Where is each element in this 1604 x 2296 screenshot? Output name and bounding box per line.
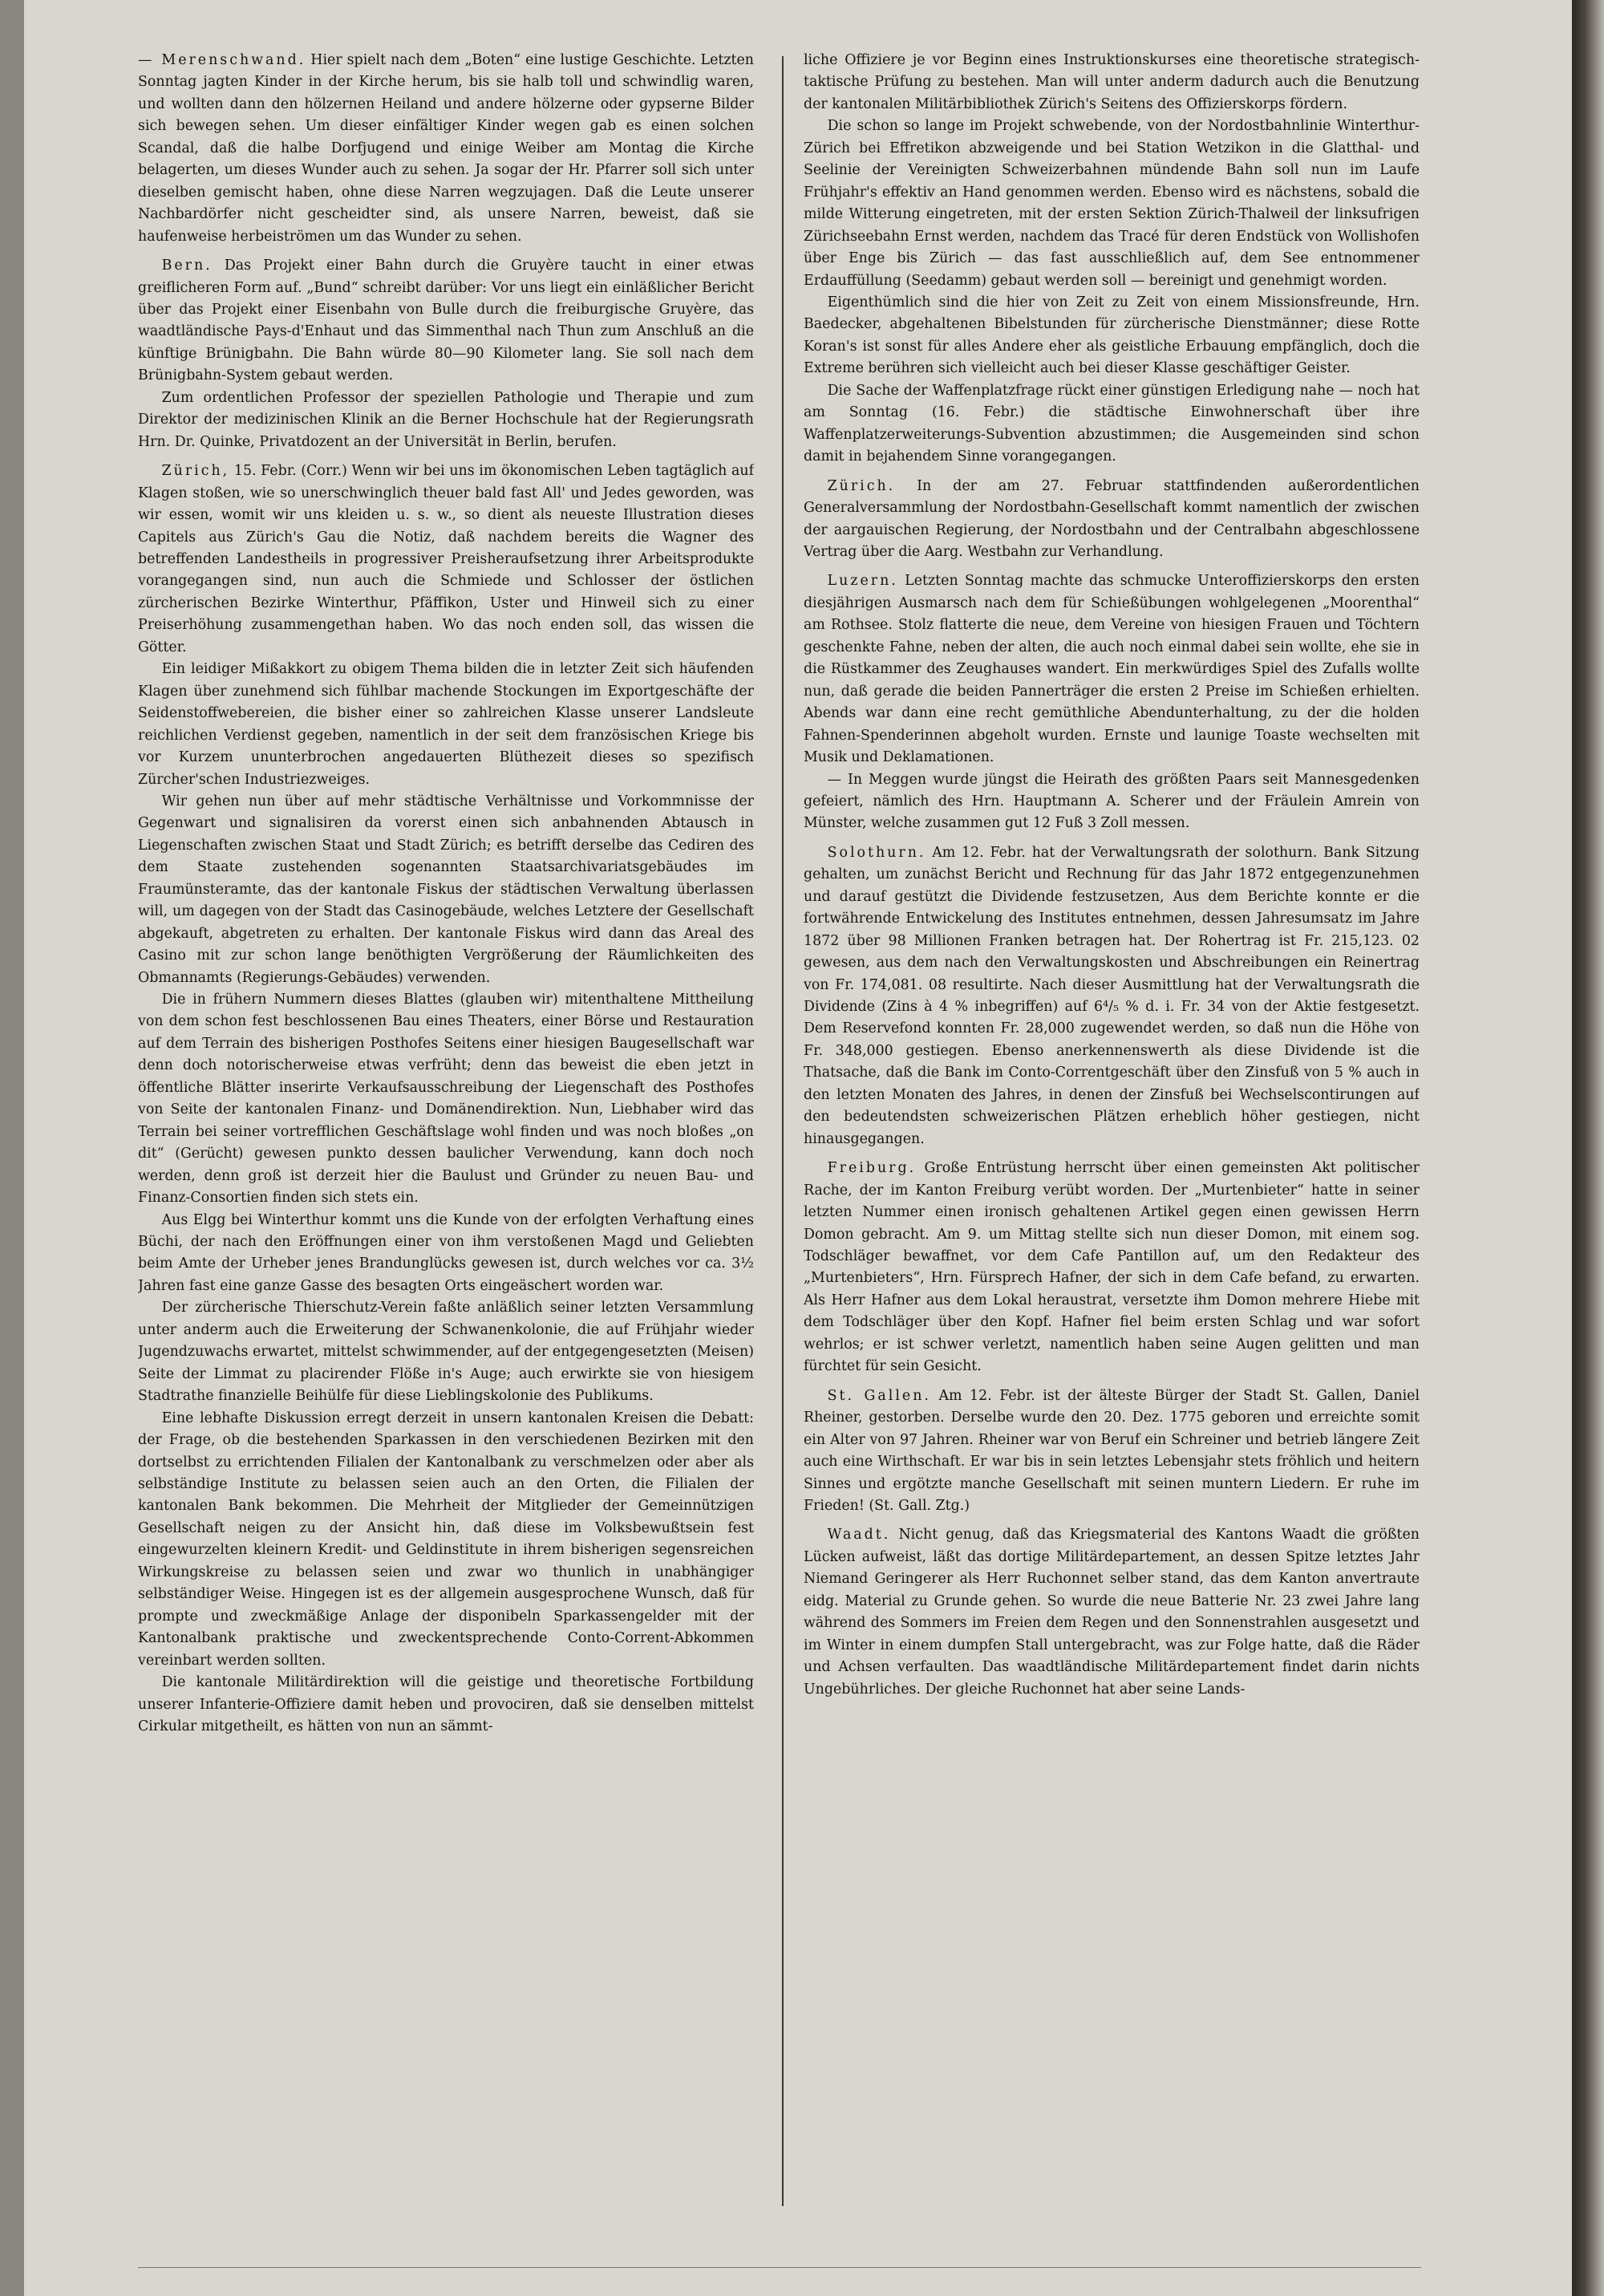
article-merenschwand	[138, 50, 754, 248]
article-lead: Freiburg.	[827, 1160, 917, 1177]
article-solothurn	[804, 842, 1420, 1150]
paragraph: Eigenthümlich sind die hier von Zeit zu Zeit von einem Missionsfreunde, Hrn. Baedecker, abgehaltenen Bibelstunden für zürcherische Dienstmänner; diese Rotte Koran's ist sonst für alles Andere eher als geistliche Erbauung empfänglich, doch die Extreme berühren sich vielleicht auch bei dieser Klasse geschäftiger Geister.	[804, 294, 1420, 377]
paragraph: Der zürcherische Thierschutz-Verein faßte anläßlich seiner letzten Versammlung unter anderm auch die Erweiterung der Schwanenkolonie, die auf Frühjahr wieder Jugendzuwachs erwartet, mittelst schwimmender, auf der entgegengesetzten (Meisen) Seite der Limmat zu placirender Flöße in's Auge; auch erwirkte sie von hiesigem Stadtrathe finanzielle Beihülfe für diese Lieblingskolonie des Publikums.	[138, 1300, 754, 1405]
paragraph: Eine lebhafte Diskussion erregt derzeit in unsern kantonalen Kreisen die Debatt: der Frage, ob die bestehenden Sparkassen in den verschiedenen Bezirken mit den dortselbst zu errichtenden Filialen der Kantonalbank zu verschmelzen oder aber als selbständige Institute zu belassen seien auch an den Orten, die Filialen der kantonalen Bank bekommen. Die Mehrheit der Mitglieder der Gemeinnützigen Gesellschaft neigen zu der Ansicht hin, daß diese im Volksbewußtsein fest eingewurzelten kleinern Kredit- und Geldinstitute in ihrem bisherigen segensreichen Wirkungskreise zu belassen seien und zwar wo thunlich in unabhängiger selbständiger Weise. Hingegen ist es der allgemein ausgesprochene Wunsch, daß für prompte und zweckmäßige Anlage der disponibeln Sparkassengelder mit der Kantonalbank praktische und zweckentsprechende Conto-Corrent-Abkommen vereinbart werden sollten.	[138, 1410, 754, 1669]
left-column	[138, 50, 754, 2264]
paragraph: — In Meggen wurde jüngst die Heirath des größten Paars seit Mannesgedenken gefeiert, nämlich des Hrn. Hauptmann A. Scherer und der Fräulein Amrein von Münster, welche zusammen gut 12 Fuß 3 Zoll messen.	[804, 771, 1420, 832]
paragraph: Die kantonale Militärdirektion will die geistige und theoretische Fortbildung unserer Infanterie-Offiziere damit heben und provociren, daß sie denselben mittelst Cirkular mitgetheilt, es hätten von nun an sämmt-	[138, 1674, 754, 1734]
paragraph: Die in frühern Nummern dieses Blattes (glauben wir) mitenthaltene Mittheilung von dem schon fest beschlossenen Bau eines Theaters, einer Börse und Restauration auf dem Terrain des bisherigen Posthofes Seitens einer hiesigen Baugesellschaft war denn doch notorischerweise etwas verfrüht; denn das beweist die eben jetzt in öffentliche Blätter inserirte Verkaufsausschreibung der Liegenschaft des Posthofes von Seite der kantonalen Finanz- und Domänendirektion. Nun, Liebhaber wird das Terrain bei seiner vortrefflichen Geschäftslage wohl finden und was noch bloßes „on dit“ (Gerücht) gewesen punkto dessen baulicher Verwendung, kann doch noch werden, denn groß ist derzeit hier die Baulust und Gründer zu neuen Bau- und Finanz-Consortien finden sich stets ein.	[138, 992, 754, 1207]
article-luzern	[804, 570, 1420, 769]
article-text: In der am 27. Februar stattfindenden außerordentlichen Generalversammlung der Nordostbahn-Gesellschaft kommt namentlich der zwischen der aargauischen Regierung, der Nordostbahn und der Centralbahn abgeschlossene Vertrag über die Aarg. Westbahn zur Verhandlung.	[804, 477, 1420, 560]
paragraph: Aus Elgg bei Winterthur kommt uns die Kunde von der erfolgten Verhaftung eines Büchi, der nach den Eröffnungen einer von ihm verstoßenen Magd und Geliebten beim Amte der Urheber jenes Brandunglücks gewesen ist, durch welches vor ca. 3½ Jahren fast eine ganze Gasse des besagten Orts eingeäschert worden war.	[138, 1211, 754, 1294]
paragraph: Ein leidiger Mißakkort zu obigem Thema bilden die in letzter Zeit sich häufenden Klagen über zunehmend sich fühlbar machende Stockungen im Exportgeschäfte der Seidenstoffwebereien, die bisher einer so zahlreichen Klasse unserer Landsleute reichlichen Verdienst gegeben, namentlich in der seit dem französischen Kriege bis vor Kurzem ununterbrochen angedauerten Blüthezeit dieses so spezifisch Zürcher'schen Industriezweiges.	[138, 661, 754, 788]
bottom-rule	[138, 2267, 1421, 2268]
paragraph: Die Sache der Waffenplatzfrage rückt einer günstigen Erledigung nahe — noch hat am Sonntag (16. Febr.) die städtische Einwohnerschaft über ihre Waffenplatzerweiterungs-Subvention abzustimmen; die Ausgemeinden sind schon damit in bejahendem Sinne vorangegangen.	[804, 382, 1420, 465]
column-divider	[782, 56, 784, 2206]
article-text: Nicht genug, daß das Kriegsmaterial des Kantons Waadt die größten Lücken aufweist, läßt das dortige Militärdepartement, an dessen Spitze letztes Jahr Niemand Geringerer als Herr Ruchonnet selber stand, das dem Kanton anvertraute eidg. Material zu Grunde gehen. So wurde die neue Batterie Nr. 23 zwei Jahre lang während des Sommers im Freien dem Regen und den Sonnenstrahlen ausgesetzt und im Winter in einem dumpfen Stall untergebracht, was zur Folge hatte, daß die Räder und Achsen verfaulten. Das waadtländische Militärdepartement findet darin nichts Ungebührliches. Der gleiche Ruchonnet hat aber seine Lands-	[804, 1527, 1420, 1698]
paragraph: liche Offiziere je vor Beginn eines Instruktionskurses eine theoretische strategisch-taktische Prüfung zu bestehen. Man will unter anderm dadurch auch die Benutzung der kantonalen Militärbibliothek Zürich's Seitens des Offizierskorps fördern.	[804, 52, 1420, 112]
paragraph: Wir gehen nun über auf mehr städtische Verhältnisse und Vorkommnisse der Gegenwart und signalisiren da vorerst einen sich anbahnenden Abtausch in Liegenschaften zwischen Staat und Stadt Zürich; es betrifft derselbe das Cediren des dem Staate zustehenden sogenannten Staatsarchivariatsgebäudes im Fraumünsteramte, das der kantonale Fiskus der städtischen Verwaltung überlassen will, um dagegen von der Stadt das Casinogebäude, welches Letztere der Gesellschaft abgekauft, abgetreten zu erhalten. Der kantonale Fiskus wird dann das Areal des Casino mit zur schon lange benöthigten Vergrößerung der Räumlichkeiten des Obmannamts (Regierungs-Gebäudes) verwenden.	[138, 793, 754, 986]
article-waadt	[804, 1524, 1420, 1701]
right-column	[804, 50, 1420, 2264]
article-lead: St. Gallen.	[827, 1387, 931, 1404]
article-lead: Solothurn.	[827, 844, 926, 861]
article-text: Hier spielt nach dem „Boten“ eine lustige Geschichte. Letzten Sonntag jagten Kinder in der Kirche herum, bis sie halb toll und schwindlig waren, und wollten dann den hölzernen Heiland und andere hölzerne oder gypserne Bilder sich bewegen sehen. Um dieser einfältiger Kinder wegen gab es einen solchen Scandal, daß die halbe Dorfjugend und einige Weiber am Montag die Kirche belagerten, um dieses Wunder auch zu sehen. Ja sogar der Hr. Pfarrer soll sich unter dieselben gemischt haben, ohne diese Narren wegzujagen. Daß die Leute unserer Nachbardörfer nicht gescheidter sind, als unsere Narren, beweist, daß sie haufenweise herbeiströmen um das Wunder zu sehen.	[138, 52, 754, 245]
article-lead: Zürich.	[827, 477, 896, 494]
article-text: Das Projekt einer Bahn durch die Gruyère taucht in einer etwas greiflicheren Form auf. „Bund“ schreibt darüber: Vor uns liegt ein einläßlicher Bericht über das Projekt einer Eisenbahn von Bulle durch die freiburgische Gruyère, das waadtländische Pays-d'Enhaut und das Simmenthal nach Thun zum Anschluß an die künftige Brünigbahn. Die Bahn würde 80—90 Kilometer lang. Sie soll nach dem Brünigbahn-System gebaut werden.	[138, 258, 754, 384]
page-edge-shadow	[1572, 0, 1604, 2296]
article-lead: — Merenschwand.	[138, 52, 306, 68]
article-zuerich	[138, 460, 754, 659]
article-lead: Zürich,	[161, 463, 230, 480]
article-text: Große Entrüstung herrscht über einen gemeinsten Akt politischer Rache, der im Kanton Freiburg verübt worden. Der „Murtenbieter“ hatte in seiner letzten Nummer einen ironisch gehaltenen Artikel gegen einen gewissen Herrn Domon gebracht. Am 9. um Mittag stellte sich nun dieser Domon, mit einem sog. Todschläger bewaffnet, vor dem Cafe Pantillon auf, um den Redakteur des „Murtenbieters“, Hrn. Fürsprech Hafner, der sich in dem Cafe befand, zu erwarten. Als Herr Hafner aus dem Lokal heraustrat, versetzte ihm Domon mehrere Hiebe mit dem Todschläger über den Kopf. Hafner fiel beim ersten Schlag und war sofort wehrlos; er ist schwer verletzt, namentlich haben seine Augen gelitten und man fürchtet für sein Gesicht.	[804, 1160, 1420, 1375]
article-lead: Waadt.	[827, 1527, 891, 1544]
article-text: Am 12. Febr. ist der älteste Bürger der Stadt St. Gallen, Daniel Rheiner, gestorben. Derselbe wurde den 20. Dez. 1775 geboren und erreichte somit ein Alter von 97 Jahren. Rheiner war von Beruf ein Schreiner und betrieb längere Zeit auch eine Wirthschaft. Er war bis in sein letztes Lebensjahr stets fröhlich und heitern Sinnes und ergötzte manche Gesellschaft mit seinen muntern Liedern. Er ruhe im Frieden! (St. Gall. Ztg.)	[804, 1387, 1420, 1514]
article-zuerich-nob	[804, 476, 1420, 564]
article-freiburg	[804, 1158, 1420, 1378]
article-bern	[138, 255, 754, 387]
paragraph: Zum ordentlichen Professor der speziellen Pathologie und Therapie und zum Direktor der medizinischen Klinik an die Berner Hochschule hat der Regierungsrath Hrn. Dr. Quinke, Privatdozent an der Universität in Berlin, berufen.	[138, 389, 754, 450]
article-lead: Bern.	[161, 258, 213, 274]
article-text: Letzten Sonntag machte das schmucke Unteroffizierskorps den ersten diesjährigen Ausmarsch nach dem für Schießübungen wohlgelegenen „Moorenthal“ am Rothsee. Stolz flatterte die neue, dem Vereine von hiesigen Frauen und Töchtern geschenkte Fahne, neben der alten, die auch noch einmal dabei sein wollte, ehe sie in die Rüstkammer des Zeughauses wandert. Ein merkwürdiges Spiel des Zufalls wollte nun, daß gerade die beiden Pannerträger die ersten 2 Preise im Schießen erhielten. Abends war dann eine recht gemüthliche Abendunterhaltung, zu der die holden Fahnen-Spenderinnen abgeholt wurden. Ernste und launige Toaste wechselten mit Musik und Deklamationen.	[804, 573, 1420, 766]
article-lead: Luzern.	[827, 573, 898, 590]
article-text: Am 12. Febr. hat der Verwaltungsrath der solothurn. Bank Sitzung gehalten, um zunächst Bericht und Rechnung für das Jahr 1872 entgegenzunehmen und darauf gestützt die Dividende festzusetzen, Aus dem Berichte konnte er die fortwährende Entwickelung des Institutes entnehmen, dessen Jahresumsatz im Jahre 1872 über 98 Millionen Franken betragen hat. Der Rohertrag ist Fr. 215,123. 02 gewesen, aus dem nach den Verwaltungskosten und Abschreibungen ein Reinertrag von Fr. 174,081. 08 resultirte. Nach dieser Ausmittlung hat der Verwaltungsrath die Dividende (Zins à 4 % inbegriffen) auf 6⁴/₅ % d. i. Fr. 34 von der Aktie festgesetzt. Dem Reservefond konnten Fr. 28,000 zugewendet werden, so daß nun die Höhe von Fr. 348,000 gestiegen. Ebenso anerkennenswerth als diese Dividende ist die Thatsache, daß die Bank im Conto-Correntgeschäft über den Zinsfuß von 5 % auch in den letzten Monaten des Jahres, in denen der Zinsfuß bei Wechselscontirungen auf den bedeutendsten schweizerischen Plätzen erheblich höher gestiegen, nicht hinausgegangen.	[804, 844, 1420, 1147]
paragraph: Die schon so lange im Projekt schwebende, von der Nordostbahnlinie Winterthur-Zürich bei Effretikon abzweigende und bei Station Wetzikon in die Glatthal- und Seelinie der Vereinigten Schweizerbahnen mündende Bahn soll nun im Laufe Frühjahr's effektiv an Hand genommen werden. Ebenso wird es nächstens, sobald die milde Witterung eingetreten, mit der ersten Sektion Zürich-Thalweil der linksufrigen Zürichseebahn Ernst werden, nachdem das Tracé für deren Endstück von Wollishofen über Enge bis Zürich — das fast ausschließlich auf, dem See entnommener Erdauffüllung (Seedamm) gebaut werden soll — bereinigt und genehmigt worden.	[804, 118, 1420, 289]
article-st-gallen	[804, 1385, 1420, 1518]
article-text: 15. Febr. (Corr.) Wenn wir bei uns im ökonomischen Leben tagtäglich auf Klagen stoßen, wie so unerschwinglich theuer bald fast All' und Jedes geworden, was wir essen, womit wir uns kleiden u. s. w., so dient als neueste Illustration dieses Capitels aus Zürich's Gau die Notiz, daß nachdem bereits die Wagner des betreffenden Landestheils in progressiver Preisheraufsetzung ihrer Arbeitsprodukte vorangegangen sind, nun auch die Schmiede und Schlosser der östlichen zürcherischen Bezirke Winterthur, Pfäffikon, Uster und Hinweil sich zu einer Preiserhöhung zusammengethan haben. Wo das noch enden soll, das wissen die Götter.	[138, 463, 754, 655]
